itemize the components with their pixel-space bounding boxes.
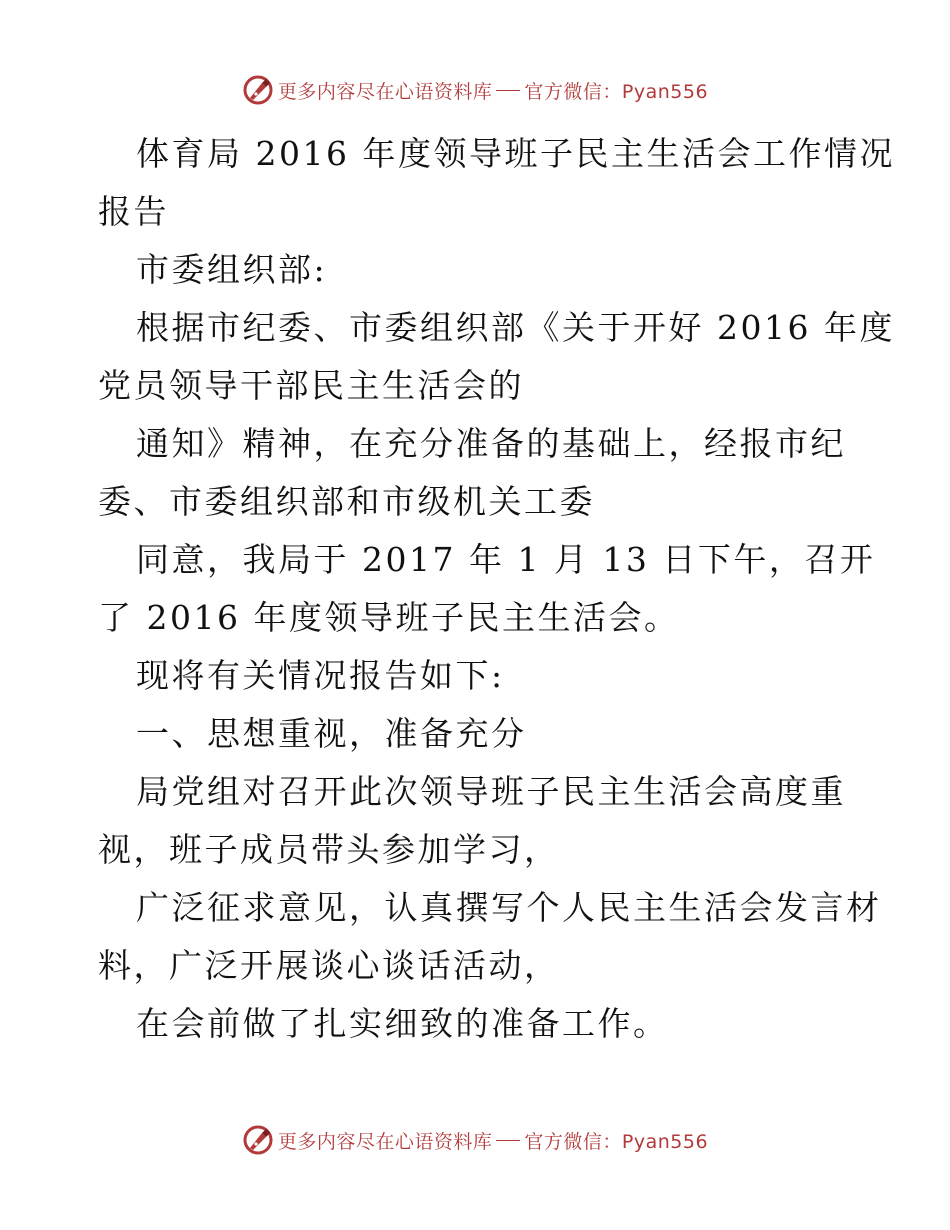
watermark-banner-bottom [0,1120,950,1160]
section-heading: 一、思想重视，准备充分 [136,714,527,753]
watermark-dash [496,90,520,91]
pen-nib-logo-icon [242,1124,274,1156]
watermark-text: 更多内容尽在心语资料库 [277,80,493,103]
title-line-1: 体育局 2016 年度领导班子民主生活会工作情况 [136,134,895,173]
body-line: 料，广泛开展谈心谈话活动， [98,946,560,985]
body-line: 在会前做了扎实细致的准备工作。 [136,1004,669,1043]
body-line: 局党组对召开此次领导班子民主生活会高度重 [136,772,846,811]
body-line: 党员领导干部民主生活会的 [98,366,524,405]
pen-nib-logo-icon [242,74,274,106]
watermark-wechat: 官方微信：Pyan556 [524,1130,709,1153]
document-body [98,125,895,1053]
watermark-dash [496,1140,520,1141]
watermark-banner-top [0,70,950,110]
body-line: 视，班子成员带头参加学习， [98,830,560,869]
addressee-line: 市委组织部: [136,250,328,289]
title-line-2: 报告 [98,192,169,231]
body-line: 同意，我局于 2017 年 1 月 13 日下午，召开 [136,540,876,579]
body-line: 广泛征求意见，认真撰写个人民主生活会发言材 [136,888,882,927]
watermark-text: 更多内容尽在心语资料库 [277,1130,493,1153]
watermark-wechat: 官方微信：Pyan556 [524,80,709,103]
body-line: 委、市委组织部和市级机关工委 [98,482,595,521]
body-line: 了 2016 年度领导班子民主生活会。 [98,598,680,637]
body-line: 根据市纪委、市委组织部《关于开好 2016 年度 [136,308,895,347]
body-line: 通知》精神，在充分准备的基础上，经报市纪 [136,424,846,463]
body-line: 现将有关情况报告如下: [136,656,505,695]
